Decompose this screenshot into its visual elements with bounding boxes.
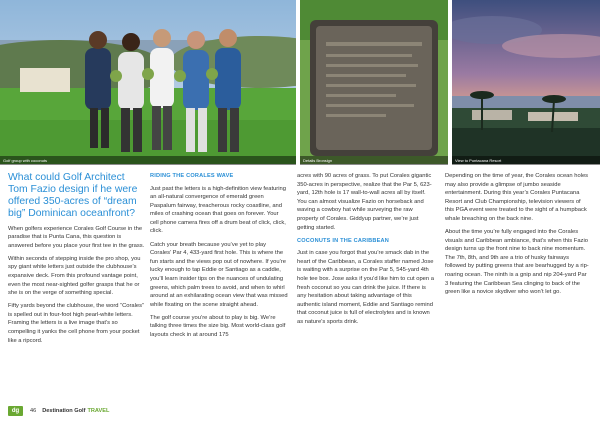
- paragraph: The golf course you’re about to play is big. We’re talking three times the size big. Most world-class golf layouts check in at around 175: [150, 314, 286, 338]
- article-column-2: [150, 172, 288, 344]
- paragraph: Just in case you forgot that you’re smack dab in the heart of the Caribbean, a Corales staffer named Jose is waiting with a surprise on the Par 5, 545-yard 4th hole tee box. Jose asks if you’d like him to cut open a fresh coconut so you can drink the juice. If there is any hesitation about taking advantage of this authentic island moment, Eddie and Santiago remind that coconut juice is full of electrolytes and is known as nature’s sports drink.: [297, 250, 434, 325]
- photo-caption: Golf group with coconuts: [0, 156, 296, 165]
- paragraph: acres with 90 acres of grass. To put Corales gigantic 350-acres in perspective, realize that the Par 5, 623-yard, 12th hole is 17 wall-to-wall acres all by itself. You can almost visualize Fazio on horseback and waving a cowboy hat while surveying the raw property of Corales. Giddyup partner, we’re just getting started.: [297, 173, 432, 231]
- magazine-logo: dg: [8, 406, 23, 416]
- photo-strip: [0, 0, 600, 164]
- article-column-3: [297, 172, 435, 331]
- article-column-1: [8, 172, 146, 350]
- photo-resort-view: [452, 0, 600, 164]
- photo-golf-group: [0, 0, 296, 164]
- paragraph: Depending on the time of year, the Corales ocean holes may also provide a glimpse of jumbo seaside entertainment. During this year’s Corales Puntacana Resort and Club Championship, television viewers of this PGA event were treated to the sight of a humpback whale breaching on the back nine.: [445, 173, 589, 222]
- article-heading: What could Golf Architect Tom Fazio design if he were offered 350-acres of “dream big” Dominican oceanfront?: [8, 172, 138, 219]
- paragraph: When golfers experience Corales Golf Course in the paradise that is Punta Cana, this question is answered before you place your first tee in the grass.: [8, 225, 145, 249]
- paragraph: Catch your breath because you’ve yet to play Corales’ Par 4, 433-yard first hole. This is where the fun starts and the views pop out of nowhere. If you’re lucky enough to tap Eddie or Santiago as a caddie, you’ll learn insider tips on the nuances of undulating greens, which palm trees to avoid, and when to whirl around at an exhilarating ocean view that was missed while fixating on the scene straight ahead.: [150, 241, 288, 308]
- magazine-name: Destination Golf: [42, 408, 86, 414]
- paragraph: About the time you’re fully engaged into the Corales visuals and Caribbean ambiance, that’s when this Fazio design turns up the front nine to back nine momentum. The 7th, 8th, and 9th are a trio of husky fairways followed by putting greens that are bearhugged by a rip-roaring ocean. The ninth is a gnip and nip 204-yard Par 3 featuring the Caribbean Sea clinging to back of the green like a novice skydiver who won’t let go.: [445, 229, 589, 296]
- photo-caption: View to Puntacana Resort: [452, 156, 600, 165]
- photo-bronze-sign: [300, 0, 448, 164]
- page-number: 46: [30, 408, 37, 414]
- paragraph: Fifty yards beyond the clubhouse, the word “Corales” is spelled out in four-foot high pearl-white letters. Framing the letters is a live image that’s so compelling it yanks the cell phone from your pocket like a ripcord.: [8, 303, 144, 344]
- section-subheading: COCONUTS IN THE CARIBBEAN: [297, 237, 390, 244]
- page-footer: [8, 405, 109, 417]
- article-column-4: [445, 172, 590, 301]
- paragraph: Within seconds of stepping inside the pro shop, you spy giant white letters just outside the clubhouse’s expansive deck. From this profound vantage point, even the most near-sighted golfer grasps that he or she is on the verge of something special.: [8, 255, 141, 297]
- photo-caption: Details Bronsign: [300, 156, 448, 165]
- magazine-section: TRAVEL: [87, 408, 110, 414]
- section-subheading: RIDING THE CORALES WAVE: [150, 173, 234, 179]
- paragraph: Just past the letters is a high-definition view featuring an all-natural convergence of emerald green Paspalum fairway, treacherous rocky coastline, and miles of crashing ocean that goes on forever. Your cell phone camera fires off a drum beat of click, click, click.: [150, 185, 286, 235]
